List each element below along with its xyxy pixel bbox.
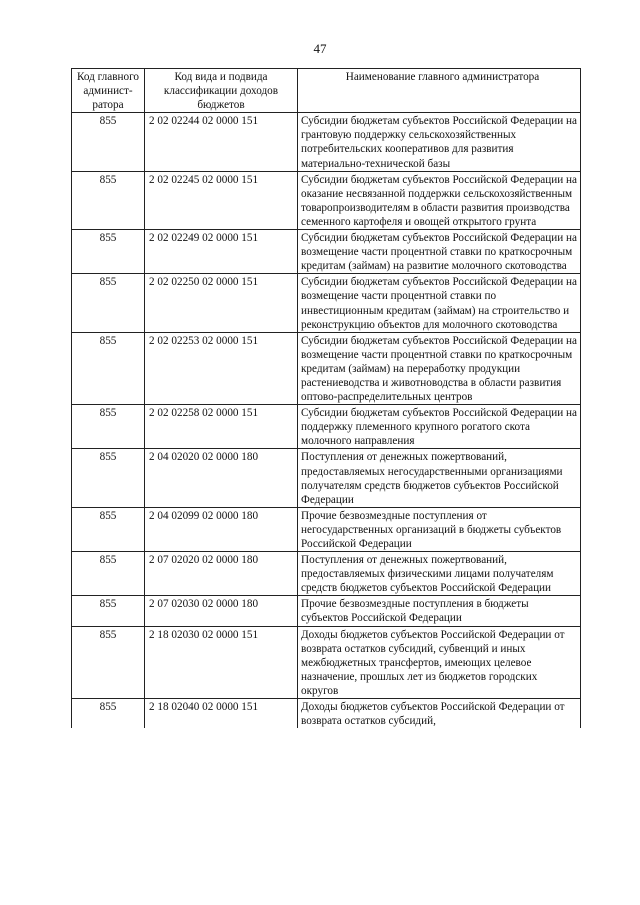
table-row: [72, 626, 581, 698]
admin-code-cell: 855: [72, 113, 145, 171]
admin-name-cell: Доходы бюджетов субъектов Российской Федерации от возврата остатков субсидий,: [298, 699, 581, 729]
admin-code-cell: 855: [72, 274, 145, 332]
table-row: [72, 274, 581, 332]
income-code-cell: 2 02 02245 02 0000 151: [145, 171, 298, 229]
admin-code-cell: 855: [72, 332, 145, 404]
admin-name-cell: Доходы бюджетов субъектов Российской Федерации от возврата остатков субсидий, субвенций и иных межбюджетных трансфертов, имеющих целевое назначение, прошлых лет из бюджетов городских округов: [298, 626, 581, 698]
admin-code-cell: 855: [72, 596, 145, 626]
admin-code-cell: 855: [72, 699, 145, 729]
admin-code-cell: 855: [72, 230, 145, 274]
income-code-cell: 2 18 02030 02 0000 151: [145, 626, 298, 698]
admin-code-cell: 855: [72, 507, 145, 551]
table-body: [72, 69, 581, 729]
table-row: [72, 405, 581, 449]
header-income-code: Код вида и подвида классификации доходов бюджетов: [145, 69, 298, 113]
admin-code-cell: 855: [72, 552, 145, 596]
table-row: [72, 171, 581, 229]
admin-name-cell: Субсидии бюджетам субъектов Российской Федерации на возмещение части процентной ставки по инвестиционным кредитам (займам) на строительство и реконструкцию объектов для молочного скотоводства: [298, 274, 581, 332]
table-row: [72, 507, 581, 551]
income-code-cell: 2 04 02020 02 0000 180: [145, 449, 298, 507]
admin-name-cell: Поступления от денежных пожертвований, предоставляемых негосударственными организациями получателям средств бюджетов субъектов Российской Федерации: [298, 449, 581, 507]
income-code-cell: 2 02 02250 02 0000 151: [145, 274, 298, 332]
admin-name-cell: Поступления от денежных пожертвований, предоставляемых физическими лицами получателям средств бюджетов субъектов Российской Федерации: [298, 552, 581, 596]
income-code-cell: 2 04 02099 02 0000 180: [145, 507, 298, 551]
admin-name-cell: Субсидии бюджетам субъектов Российской Федерации на возмещение части процентной ставки по краткосрочным кредитам (займам) на развитие молочного скотоводства: [298, 230, 581, 274]
admin-code-cell: 855: [72, 626, 145, 698]
table-row: [72, 699, 581, 729]
income-code-cell: 2 02 02253 02 0000 151: [145, 332, 298, 404]
admin-name-cell: Субсидии бюджетам субъектов Российской Федерации на поддержку племенного крупного рогатого скота молочного направления: [298, 405, 581, 449]
header-admin-code: Код главного админист-ратора: [72, 69, 145, 113]
income-code-cell: 2 02 02249 02 0000 151: [145, 230, 298, 274]
admin-code-cell: 855: [72, 405, 145, 449]
admin-name-cell: Субсидии бюджетам субъектов Российской Федерации на грантовую поддержку сельскохозяйственных потребительских кооперативов для развития материально-технической базы: [298, 113, 581, 171]
table-row: [72, 596, 581, 626]
table-row: [72, 552, 581, 596]
admin-code-cell: 855: [72, 171, 145, 229]
admin-name-cell: Субсидии бюджетам субъектов Российской Федерации на оказание несвязанной поддержки сельскохозяйственным товаропроизводителям в области развития производства семенного картофеля и овощей открытого грунта: [298, 171, 581, 229]
income-code-cell: 2 18 02040 02 0000 151: [145, 699, 298, 729]
table-row: [72, 449, 581, 507]
income-code-cell: 2 07 02030 02 0000 180: [145, 596, 298, 626]
income-codes-table: [71, 68, 581, 728]
table-row: [72, 230, 581, 274]
admin-name-cell: Субсидии бюджетам субъектов Российской Федерации на возмещение части процентной ставки по краткосрочным кредитам (займам) на переработку продукции растениеводства и животноводства в области развития оптово-распределительных центров: [298, 332, 581, 404]
table-row: [72, 332, 581, 404]
admin-name-cell: Прочие безвозмездные поступления от негосударственных организаций в бюджеты субъектов Российской Федерации: [298, 507, 581, 551]
admin-name-cell: Прочие безвозмездные поступления в бюджеты субъектов Российской Федерации: [298, 596, 581, 626]
income-code-cell: 2 02 02244 02 0000 151: [145, 113, 298, 171]
table-header-row: [72, 69, 581, 113]
income-code-cell: 2 07 02020 02 0000 180: [145, 552, 298, 596]
income-code-cell: 2 02 02258 02 0000 151: [145, 405, 298, 449]
header-admin-name: Наименование главного администратора: [298, 69, 581, 113]
admin-code-cell: 855: [72, 449, 145, 507]
page-number: 47: [313, 41, 327, 56]
table-row: [72, 113, 581, 171]
